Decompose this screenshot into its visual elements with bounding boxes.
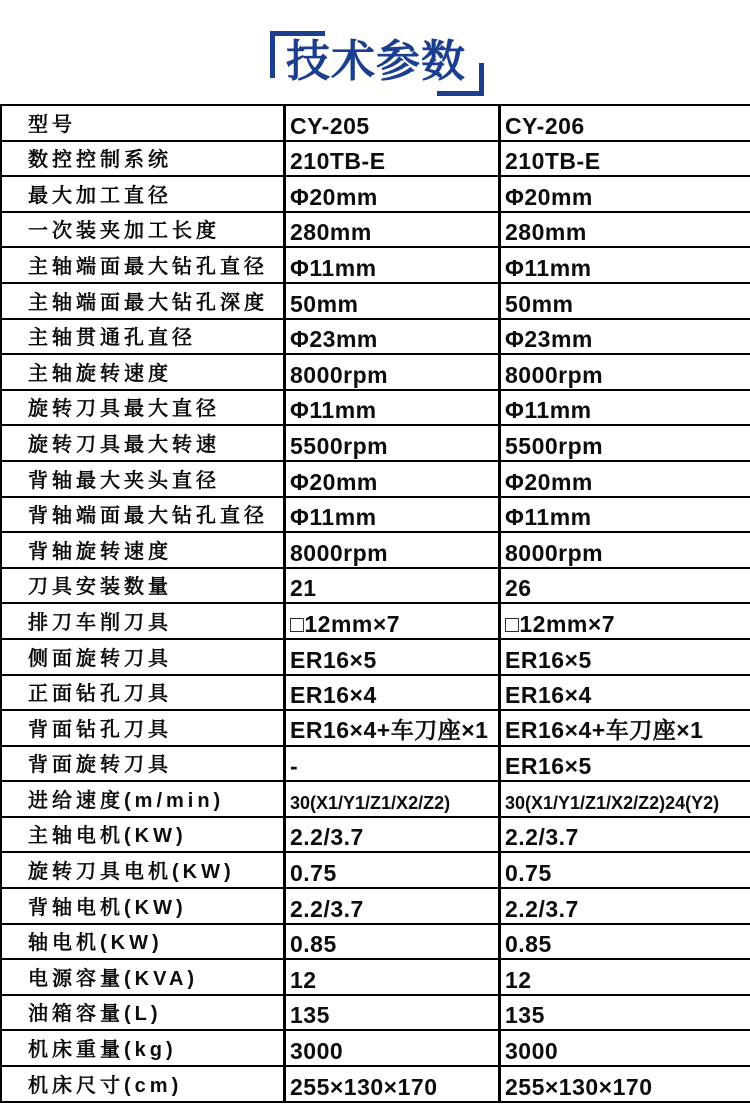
table-row (2, 355, 750, 391)
table-row (2, 142, 750, 178)
spec-label: 型号 (28, 113, 76, 136)
spec-value-cy205: 255×130×170 (283, 1067, 498, 1101)
spec-label: 油箱容量(L) (28, 1003, 162, 1026)
table-row (2, 889, 750, 925)
spec-value-cy206: 255×130×170 (498, 1067, 750, 1101)
table-row (2, 818, 750, 854)
spec-value-cy206: 5500rpm (498, 426, 750, 460)
table-row (2, 284, 750, 320)
spec-value-cy205: - (283, 747, 498, 781)
table-row (2, 1067, 750, 1103)
spec-value-cy206: 8000rpm (498, 533, 750, 567)
spec-label: 主轴电机(KW) (28, 825, 187, 848)
spec-value-cy206: 0.75 (498, 853, 750, 887)
spec-value-cy205: 280mm (283, 213, 498, 247)
spec-value-cy206: 135 (498, 996, 750, 1030)
spec-value-cy206: ER16×4+车刀座×1 (498, 711, 750, 745)
spec-value-cy205: Φ20mm (283, 462, 498, 496)
spec-value-cy205: Φ20mm (283, 177, 498, 211)
spec-value-cy205: CY-205 (283, 106, 498, 140)
spec-value-cy206: 2.2/3.7 (498, 818, 750, 852)
spec-value-cy205: 12 (283, 960, 498, 994)
spec-label: 背轴端面最大钻孔直径 (28, 505, 268, 528)
spec-value-cy206: 3000 (498, 1031, 750, 1065)
title-bracket-top-left-icon (270, 31, 325, 78)
spec-value-cy205: 0.85 (283, 925, 498, 959)
spec-label: 侧面旋转刀具 (28, 647, 172, 670)
title-bracket-bottom-right-icon (437, 63, 484, 96)
spec-value-cy206: ER16×5 (498, 747, 750, 781)
spec-value-cy205: □12mm×7 (283, 604, 498, 638)
table-row (2, 320, 750, 356)
spec-value-cy205: 8000rpm (283, 533, 498, 567)
spec-value-cy206: 280mm (498, 213, 750, 247)
spec-label: 一次装夹加工长度 (28, 220, 220, 243)
spec-label: 旋转刀具最大直径 (28, 398, 220, 421)
spec-value-cy205: 3000 (283, 1031, 498, 1065)
spec-value-cy206: 30(X1/Y1/Z1/X2/Z2)24(Y2) (498, 782, 750, 816)
spec-value-cy206: 0.85 (498, 925, 750, 959)
spec-value-cy205: 21 (283, 569, 498, 603)
spec-value-cy205: 5500rpm (283, 426, 498, 460)
table-row (2, 533, 750, 569)
spec-value-cy205: 50mm (283, 284, 498, 318)
spec-value-cy206: CY-206 (498, 106, 750, 140)
table-row (2, 676, 750, 712)
spec-value-cy206: ER16×5 (498, 640, 750, 674)
table-row (2, 747, 750, 783)
table-row (2, 853, 750, 889)
spec-value-cy205: 30(X1/Y1/Z1/X2/Z2) (283, 782, 498, 816)
spec-label: 背轴电机(KW) (28, 896, 187, 919)
spec-label: 背轴最大夹头直径 (28, 469, 220, 492)
table-row (2, 640, 750, 676)
spec-value-cy205: Φ11mm (283, 248, 498, 282)
spec-value-cy206: Φ23mm (498, 320, 750, 354)
spec-label: 背面旋转刀具 (28, 754, 172, 777)
table-row (2, 996, 750, 1032)
spec-label: 主轴端面最大钻孔深度 (28, 291, 268, 314)
spec-label: 最大加工直径 (28, 184, 172, 207)
table-row (2, 498, 750, 534)
spec-label: 旋转刀具电机(KW) (28, 861, 235, 884)
table-row (2, 569, 750, 605)
table-row (2, 213, 750, 249)
spec-value-cy205: 135 (283, 996, 498, 1030)
spec-label: 机床尺寸(cm) (28, 1074, 183, 1097)
spec-value-cy205: ER16×4 (283, 676, 498, 710)
spec-label: 主轴旋转速度 (28, 362, 172, 385)
spec-label: 主轴端面最大钻孔直径 (28, 255, 268, 278)
page-title-block (270, 31, 480, 94)
page-header (0, 31, 750, 94)
spec-value-cy205: 8000rpm (283, 355, 498, 389)
spec-value-cy206: 2.2/3.7 (498, 889, 750, 923)
spec-label: 进给速度(m/min) (28, 789, 225, 812)
table-row (2, 462, 750, 498)
spec-value-cy206: 8000rpm (498, 355, 750, 389)
table-row (2, 711, 750, 747)
table-row (2, 925, 750, 961)
spec-value-cy206: Φ11mm (498, 498, 750, 532)
spec-value-cy205: Φ11mm (283, 391, 498, 425)
spec-label: 数控控制系统 (28, 149, 172, 172)
spec-value-cy206: 12 (498, 960, 750, 994)
spec-label: 机床重量(kg) (28, 1039, 177, 1062)
spec-value-cy205: 2.2/3.7 (283, 889, 498, 923)
spec-label: 刀具安装数量 (28, 576, 172, 599)
spec-label: 电源容量(KVA) (28, 967, 199, 990)
table-row (2, 426, 750, 462)
spec-value-cy206: Φ11mm (498, 248, 750, 282)
spec-value-cy206: Φ20mm (498, 177, 750, 211)
spec-value-cy205: Φ23mm (283, 320, 498, 354)
spec-label: 旋转刀具最大转速 (28, 433, 220, 456)
spec-label: 正面钻孔刀具 (28, 683, 172, 706)
spec-table (0, 104, 750, 1103)
spec-value-cy206: 26 (498, 569, 750, 603)
spec-label: 背轴旋转速度 (28, 540, 172, 563)
spec-value-cy205: 210TB-E (283, 142, 498, 176)
spec-value-cy205: 0.75 (283, 853, 498, 887)
spec-label: 轴电机(KW) (28, 932, 163, 955)
spec-label: 主轴贯通孔直径 (28, 327, 196, 350)
table-row (2, 248, 750, 284)
spec-value-cy206: 210TB-E (498, 142, 750, 176)
spec-value-cy206: 50mm (498, 284, 750, 318)
spec-value-cy205: 2.2/3.7 (283, 818, 498, 852)
spec-value-cy205: Φ11mm (283, 498, 498, 532)
spec-value-cy206: Φ20mm (498, 462, 750, 496)
spec-label: 背面钻孔刀具 (28, 718, 172, 741)
spec-value-cy205: ER16×5 (283, 640, 498, 674)
spec-value-cy206: ER16×4 (498, 676, 750, 710)
table-row (2, 960, 750, 996)
page-title: 技术参数 (286, 37, 466, 86)
table-row (2, 1031, 750, 1067)
spec-value-cy205: ER16×4+车刀座×1 (283, 711, 498, 745)
spec-label: 排刀车削刀具 (28, 611, 172, 634)
table-row (2, 782, 750, 818)
table-row (2, 604, 750, 640)
table-row (2, 177, 750, 213)
spec-value-cy206: Φ11mm (498, 391, 750, 425)
spec-value-cy206: □12mm×7 (498, 604, 750, 638)
table-row (2, 106, 750, 142)
table-row (2, 391, 750, 427)
